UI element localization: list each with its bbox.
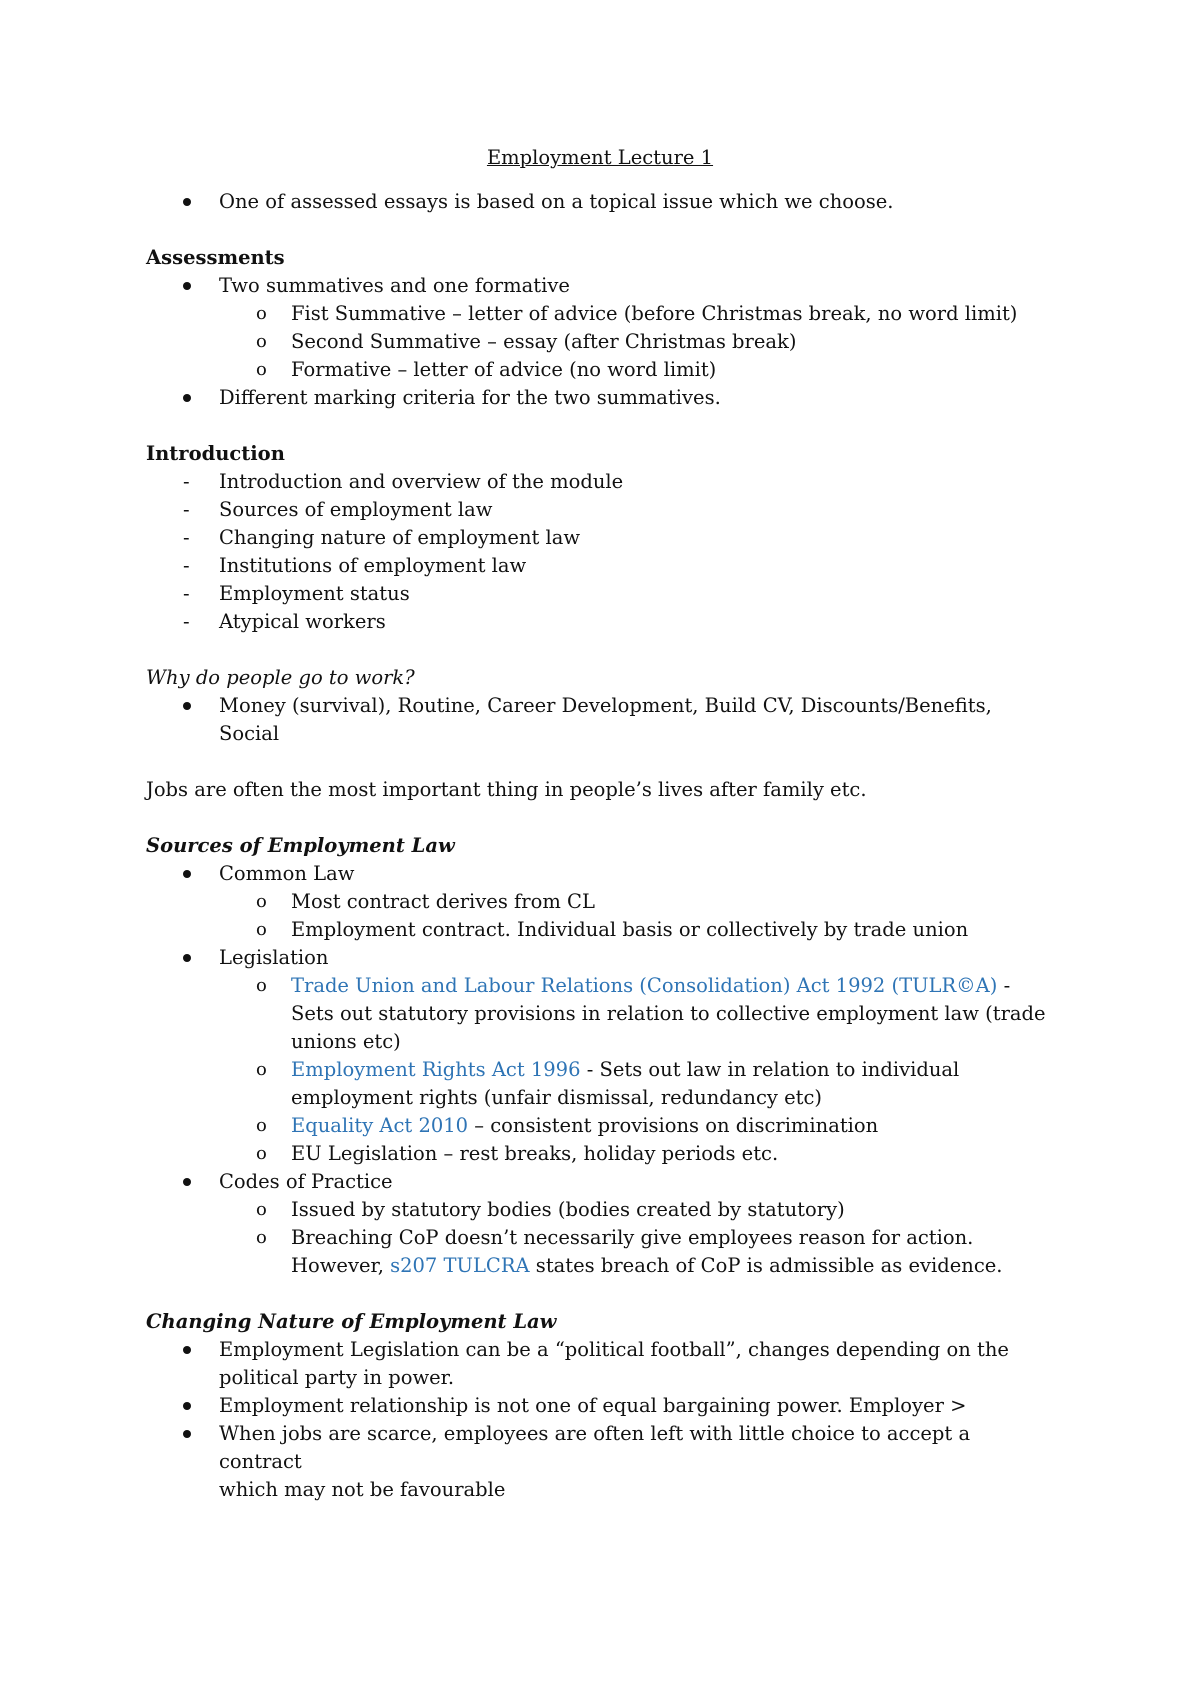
- sub-bullet-item: o Equality Act 2010 – consistent provisions on discrimination: [146, 1112, 1046, 1140]
- era-link[interactable]: Employment Rights Act 1996: [291, 1058, 581, 1081]
- jobs-paragraph: Jobs are often the most important thing in people’s lives after family etc.: [146, 778, 867, 801]
- dash-bullet-icon: -: [183, 554, 190, 577]
- bullet-item: Common Law: [146, 860, 1046, 888]
- dash-bullet-icon: -: [183, 498, 190, 521]
- bullet-item: Codes of Practice: [146, 1168, 1046, 1196]
- dash-item: - Atypical workers: [146, 608, 1046, 636]
- s207-tulcra-link[interactable]: s207 TULCRA: [390, 1254, 530, 1277]
- bullet-item: Legislation: [146, 944, 1046, 972]
- sub-bullet-item: o EU Legislation – rest breaks, holiday periods etc.: [146, 1140, 1046, 1168]
- document-body: [146, 188, 1046, 1504]
- bullet-item: Two summatives and one formative: [146, 272, 1046, 300]
- circle-bullet-icon: o: [256, 1199, 267, 1220]
- equality-act-link[interactable]: Equality Act 2010: [291, 1114, 469, 1137]
- sub-bullet-item: o Employment Rights Act 1996 - Sets out law in relation to individual: [146, 1056, 1046, 1084]
- bullet-continuation: which may not be favourable: [219, 1478, 506, 1501]
- why-heading: Why do people go to work?: [146, 666, 415, 689]
- bullet-icon: [183, 1346, 191, 1354]
- circle-bullet-icon: o: [256, 919, 267, 940]
- dash-bullet-icon: -: [183, 470, 190, 493]
- circle-bullet-icon: o: [256, 1115, 267, 1136]
- sub-bullet-item: o Formative – letter of advice (no word limit): [146, 356, 1046, 384]
- bullet-item: One of assessed essays is based on a topical issue which we choose.: [146, 188, 1046, 216]
- bullet-icon: [183, 198, 191, 206]
- sub-bullet-continuation: employment rights (unfair dismissal, redundancy etc): [291, 1086, 822, 1109]
- dash-bullet-icon: -: [183, 610, 190, 633]
- dash-item: - Changing nature of employment law: [146, 524, 1046, 552]
- bullet-item: Different marking criteria for the two summatives.: [146, 384, 1046, 412]
- circle-bullet-icon: o: [256, 1059, 267, 1080]
- dash-bullet-icon: -: [183, 582, 190, 605]
- circle-bullet-icon: o: [256, 303, 267, 324]
- dash-item: - Institutions of employment law: [146, 552, 1046, 580]
- bullet-icon: [183, 1402, 191, 1410]
- circle-bullet-icon: o: [256, 359, 267, 380]
- circle-bullet-icon: o: [256, 1143, 267, 1164]
- changing-heading: Changing Nature of Employment Law: [146, 1310, 557, 1333]
- tulrca-link[interactable]: Trade Union and Labour Relations (Consolidation) Act 1992 (TULR©A): [291, 974, 998, 997]
- bullet-icon: [183, 282, 191, 290]
- dash-item: - Sources of employment law: [146, 496, 1046, 524]
- dash-item: - Employment status: [146, 580, 1046, 608]
- sub-bullet-item: o Employment contract. Individual basis or collectively by trade union: [146, 916, 1046, 944]
- dash-bullet-icon: -: [183, 526, 190, 549]
- circle-bullet-icon: o: [256, 331, 267, 352]
- bullet-item: When jobs are scarce, employees are often left with little choice to accept a contract: [146, 1420, 1046, 1476]
- bullet-icon: [183, 954, 191, 962]
- sub-bullet-continuation: However, s207 TULCRA states breach of CoP is admissible as evidence.: [291, 1254, 1003, 1277]
- sub-bullet-item: o Trade Union and Labour Relations (Consolidation) Act 1992 (TULR©A) -: [146, 972, 1046, 1000]
- sub-bullet-item: o Issued by statutory bodies (bodies created by statutory): [146, 1196, 1046, 1224]
- circle-bullet-icon: o: [256, 1227, 267, 1248]
- bullet-icon: [183, 870, 191, 878]
- bullet-icon: [183, 394, 191, 402]
- bullet-icon: [183, 1178, 191, 1186]
- sub-bullet-continuation: unions etc): [291, 1030, 401, 1053]
- dash-item: - Introduction and overview of the module: [146, 468, 1046, 496]
- sub-bullet-continuation: Sets out statutory provisions in relation to collective employment law (trade: [291, 1002, 1046, 1025]
- circle-bullet-icon: o: [256, 891, 267, 912]
- bullet-item: Employment relationship is not one of equal bargaining power. Employer >: [146, 1392, 1046, 1420]
- sub-bullet-item: o Second Summative – essay (after Christmas break): [146, 328, 1046, 356]
- bullet-item: Money (survival), Routine, Career Development, Build CV, Discounts/Benefits,: [146, 692, 1046, 720]
- sources-heading: Sources of Employment Law: [146, 834, 455, 857]
- bullet-continuation: Social: [219, 722, 280, 745]
- introduction-heading: Introduction: [146, 442, 285, 465]
- circle-bullet-icon: o: [256, 975, 267, 996]
- sub-bullet-item: o Most contract derives from CL: [146, 888, 1046, 916]
- assessments-heading: Assessments: [146, 246, 285, 269]
- bullet-icon: [183, 1430, 191, 1438]
- bullet-icon: [183, 702, 191, 710]
- bullet-continuation: political party in power.: [219, 1366, 455, 1389]
- sub-bullet-item: o Fist Summative – letter of advice (before Christmas break, no word limit): [146, 300, 1046, 328]
- sub-bullet-item: o Breaching CoP doesn’t necessarily give employees reason for action.: [146, 1224, 1046, 1252]
- bullet-item: Employment Legislation can be a “political football”, changes depending on the: [146, 1336, 1046, 1364]
- document-title: Employment Lecture 1: [486, 146, 714, 169]
